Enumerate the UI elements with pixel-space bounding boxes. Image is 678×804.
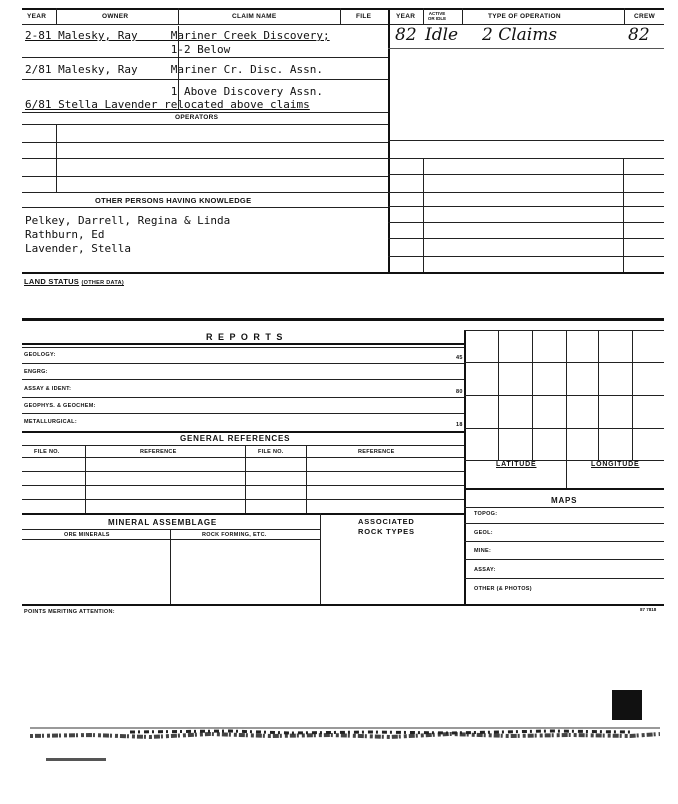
entry-line-4: 1 Above Discovery Assn. bbox=[25, 85, 324, 98]
mineral-assemblage-title: MINERAL ASSEMBLAGE bbox=[108, 518, 218, 527]
col-header-crew: CREW bbox=[634, 13, 656, 20]
entry-line-5: 6/81 Stella Lavender relocated above claims bbox=[25, 98, 310, 111]
handwritten-type-of-operation: 2 Claims bbox=[482, 25, 558, 45]
ref-col-file-no-2: FILE NO. bbox=[258, 449, 284, 455]
other-person-3: Lavender, Stella bbox=[25, 242, 131, 255]
rock-forming-label: ROCK FORMING, ETC. bbox=[202, 532, 267, 538]
scan-noise-small bbox=[46, 758, 106, 761]
ore-minerals-label: ORE MINERALS bbox=[64, 532, 110, 538]
maps-title: MAPS bbox=[551, 496, 578, 505]
other-person-2: Rathburn, Ed bbox=[25, 228, 105, 241]
reports-title: R E P O R T S bbox=[206, 332, 284, 342]
operators-label: OPERATORS bbox=[175, 114, 219, 121]
ref-col-reference-2: REFERENCE bbox=[358, 449, 395, 455]
rock-types-label: ROCK TYPES bbox=[358, 527, 415, 536]
latitude-label: LATITUDE bbox=[496, 461, 537, 468]
maps-assay: ASSAY: bbox=[474, 567, 496, 573]
report-geology-label: GEOLOGY: bbox=[24, 352, 56, 358]
scan-noise-band bbox=[30, 722, 660, 744]
land-status-label bbox=[24, 277, 124, 286]
handwritten-year: 82 bbox=[395, 25, 417, 45]
other-persons-label: OTHER PERSONS HAVING KNOWLEDGE bbox=[95, 196, 252, 205]
general-references-title: GENERAL REFERENCES bbox=[180, 434, 291, 443]
land-status-sub: (OTHER DATA) bbox=[81, 280, 124, 286]
other-person-1: Pelkey, Darrell, Regina & Linda bbox=[25, 214, 231, 227]
points-meriting-attention-label: POINTS MERITING ATTENTION: bbox=[24, 609, 115, 615]
report-geology-num: 45 bbox=[456, 355, 463, 361]
col-header-year: YEAR bbox=[27, 13, 47, 20]
col-header-type-of-operation: TYPE OF OPERATION bbox=[488, 13, 561, 20]
maps-mine: MINE: bbox=[474, 548, 492, 554]
entry-line-1: 2-81 Malesky, Ray Mariner Creek Discovery; bbox=[25, 29, 330, 42]
entry-line-2: 1-2 Below bbox=[25, 43, 231, 56]
report-assay-label: ASSAY & IDENT: bbox=[24, 386, 72, 392]
form-number: 87 7818 bbox=[640, 607, 657, 612]
col-header-claim-name: CLAIM NAME bbox=[232, 13, 277, 20]
black-square-mark bbox=[612, 690, 642, 720]
associated-label: ASSOCIATED bbox=[358, 517, 415, 526]
maps-topog: TOPOG: bbox=[474, 511, 498, 517]
ref-col-file-no-1: FILE NO. bbox=[34, 449, 60, 455]
entry-line-3: 2/81 Malesky, Ray Mariner Cr. Disc. Assn. bbox=[25, 63, 324, 76]
report-engrg-label: ENGRG: bbox=[24, 369, 48, 375]
maps-other: OTHER (& PHOTOS) bbox=[474, 586, 532, 592]
col-header-year-2: YEAR bbox=[396, 13, 416, 20]
handwritten-active-idle: Idle bbox=[425, 25, 459, 45]
report-metallurgical-label: METALLURGICAL: bbox=[24, 419, 77, 425]
handwritten-crew: 82 bbox=[628, 25, 650, 45]
col-header-active-idle: ACTIVE OR IDLE bbox=[427, 11, 447, 21]
report-metallurgical-num: 18 bbox=[456, 422, 463, 428]
report-geophys-label: GEOPHYS. & GEOCHEM: bbox=[24, 403, 96, 409]
col-header-file: FILE bbox=[356, 13, 372, 20]
maps-geol: GEOL: bbox=[474, 530, 493, 536]
land-status-main: LAND STATUS bbox=[24, 277, 80, 286]
longitude-label: LONGITUDE bbox=[591, 461, 640, 468]
report-assay-num: 80 bbox=[456, 389, 463, 395]
col-header-owner: OWNER bbox=[102, 13, 129, 20]
ref-col-reference-1: REFERENCE bbox=[140, 449, 177, 455]
